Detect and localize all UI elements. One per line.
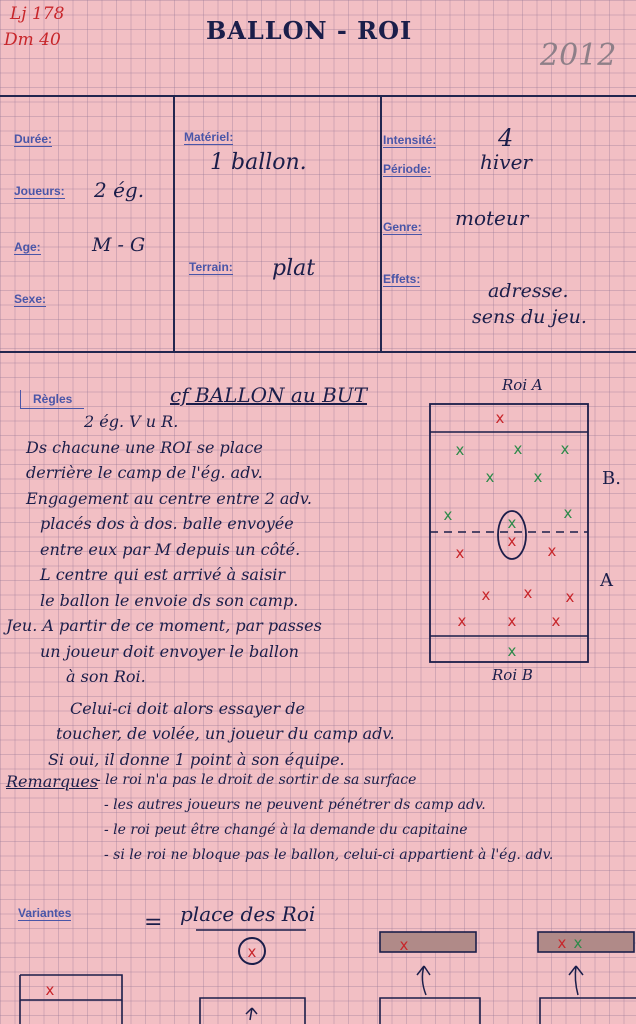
diagram-label-a: A (600, 570, 613, 591)
card-code-line1: Lj 178 (10, 4, 65, 24)
sexe-label: Sexe: (14, 292, 47, 306)
player-mark: x (495, 409, 505, 427)
diagram-label-top: Roi A (502, 376, 543, 394)
rules-line: Engagement au centre entre 2 adv. (26, 488, 312, 508)
player-mark: x (560, 440, 570, 458)
rules-line: Ds chacune une ROI se place (26, 437, 263, 457)
player-mark: x (455, 441, 465, 459)
diagram-label-bottom: Roi B (492, 666, 533, 684)
player-mark: x (455, 544, 465, 562)
player-mark: x (563, 504, 573, 522)
rules-line: L centre qui est arrivé à saisir (40, 565, 286, 584)
remarques-line: - le roi n'a pas le droit de sortir de sa surface (96, 772, 417, 788)
variant-mark: x (557, 934, 567, 952)
periode-value: hiver (480, 150, 532, 174)
intensite-label: Intensité: (383, 133, 437, 147)
joueurs-label: Joueurs: (14, 184, 65, 198)
player-mark: x (547, 542, 557, 560)
variantes-text: place des Roi (180, 902, 316, 926)
duree-label: Durée: (14, 132, 53, 146)
player-mark: x (481, 586, 491, 604)
terrain-label: Terrain: (189, 260, 233, 274)
age-label: Age: (14, 240, 41, 254)
remarques-line: - le roi peut être changé à la demande du capitaine (104, 822, 468, 838)
player-mark: x (513, 440, 523, 458)
regles-label: Règles (20, 390, 84, 409)
intensite-value: 4 (498, 124, 514, 152)
rules-line: placés dos à dos. balle envoyée (40, 514, 294, 533)
genre-value: moteur (455, 206, 529, 230)
rules-line: Jeu. A partir de ce moment, par passes (6, 616, 322, 635)
rules-line: entre eux par M depuis un côté. (40, 539, 301, 559)
diagram-label-b: B. (602, 468, 621, 489)
variant-mark: x (45, 981, 55, 999)
player-mark: x (457, 612, 467, 630)
rules-line: toucher, de volée, un joueur du camp adv. (56, 724, 395, 743)
rules-line: Celui-ci doit alors essayer de (70, 698, 305, 718)
player-mark: x (533, 468, 543, 486)
variant-mark: x (573, 934, 583, 952)
page-title: BALLON - ROI (206, 16, 413, 45)
rules-heading: cf BALLON au BUT (170, 383, 367, 407)
player-mark: x (507, 642, 517, 660)
remarques-line: - si le roi ne bloque pas le ballon, celui-ci appartient à l'ég. adv. (104, 847, 554, 863)
variantes-equals: = (144, 910, 163, 935)
player-mark: x (507, 532, 517, 550)
joueurs-value: 2 ég. (94, 178, 145, 202)
rules-line: 2 ég. V u R. (84, 412, 179, 431)
remarques-label: Remarques (6, 772, 99, 791)
periode-label: Période: (383, 162, 432, 176)
player-mark: x (507, 612, 517, 630)
terrain-value: plat (272, 256, 316, 281)
genre-label: Genre: (383, 220, 422, 234)
effets-label: Effets: (383, 272, 421, 286)
effets-line2: sens du jeu. (472, 306, 587, 328)
remarques-line: - les autres joueurs ne peuvent pénétrer ds camp adv. (104, 797, 486, 813)
effets-line1: adresse. (488, 280, 569, 302)
materiel-value: 1 ballon. (210, 150, 307, 175)
player-mark: x (443, 506, 453, 524)
variantes-label: Variantes (18, 906, 72, 920)
year-stamp: 2012 (540, 38, 617, 73)
variant-mark: x (399, 936, 409, 954)
card-code-line2: Dm 40 (4, 30, 61, 50)
player-mark: x (523, 584, 533, 602)
rules-line: un joueur doit envoyer le ballon (40, 641, 299, 661)
player-mark: x (507, 514, 517, 532)
player-mark: x (485, 468, 495, 486)
rules-line: à son Roi. (66, 667, 146, 686)
rules-line: derrière le camp de l'ég. adv. (26, 463, 263, 482)
rules-line: Si oui, il donne 1 point à son équipe. (48, 749, 345, 769)
variant-mark: x (247, 943, 257, 961)
materiel-label: Matériel: (184, 130, 234, 144)
player-mark: x (565, 588, 575, 606)
player-mark: x (551, 612, 561, 630)
age-value: M - G (92, 234, 146, 256)
rules-line: le ballon le envoie ds son camp. (40, 590, 299, 610)
